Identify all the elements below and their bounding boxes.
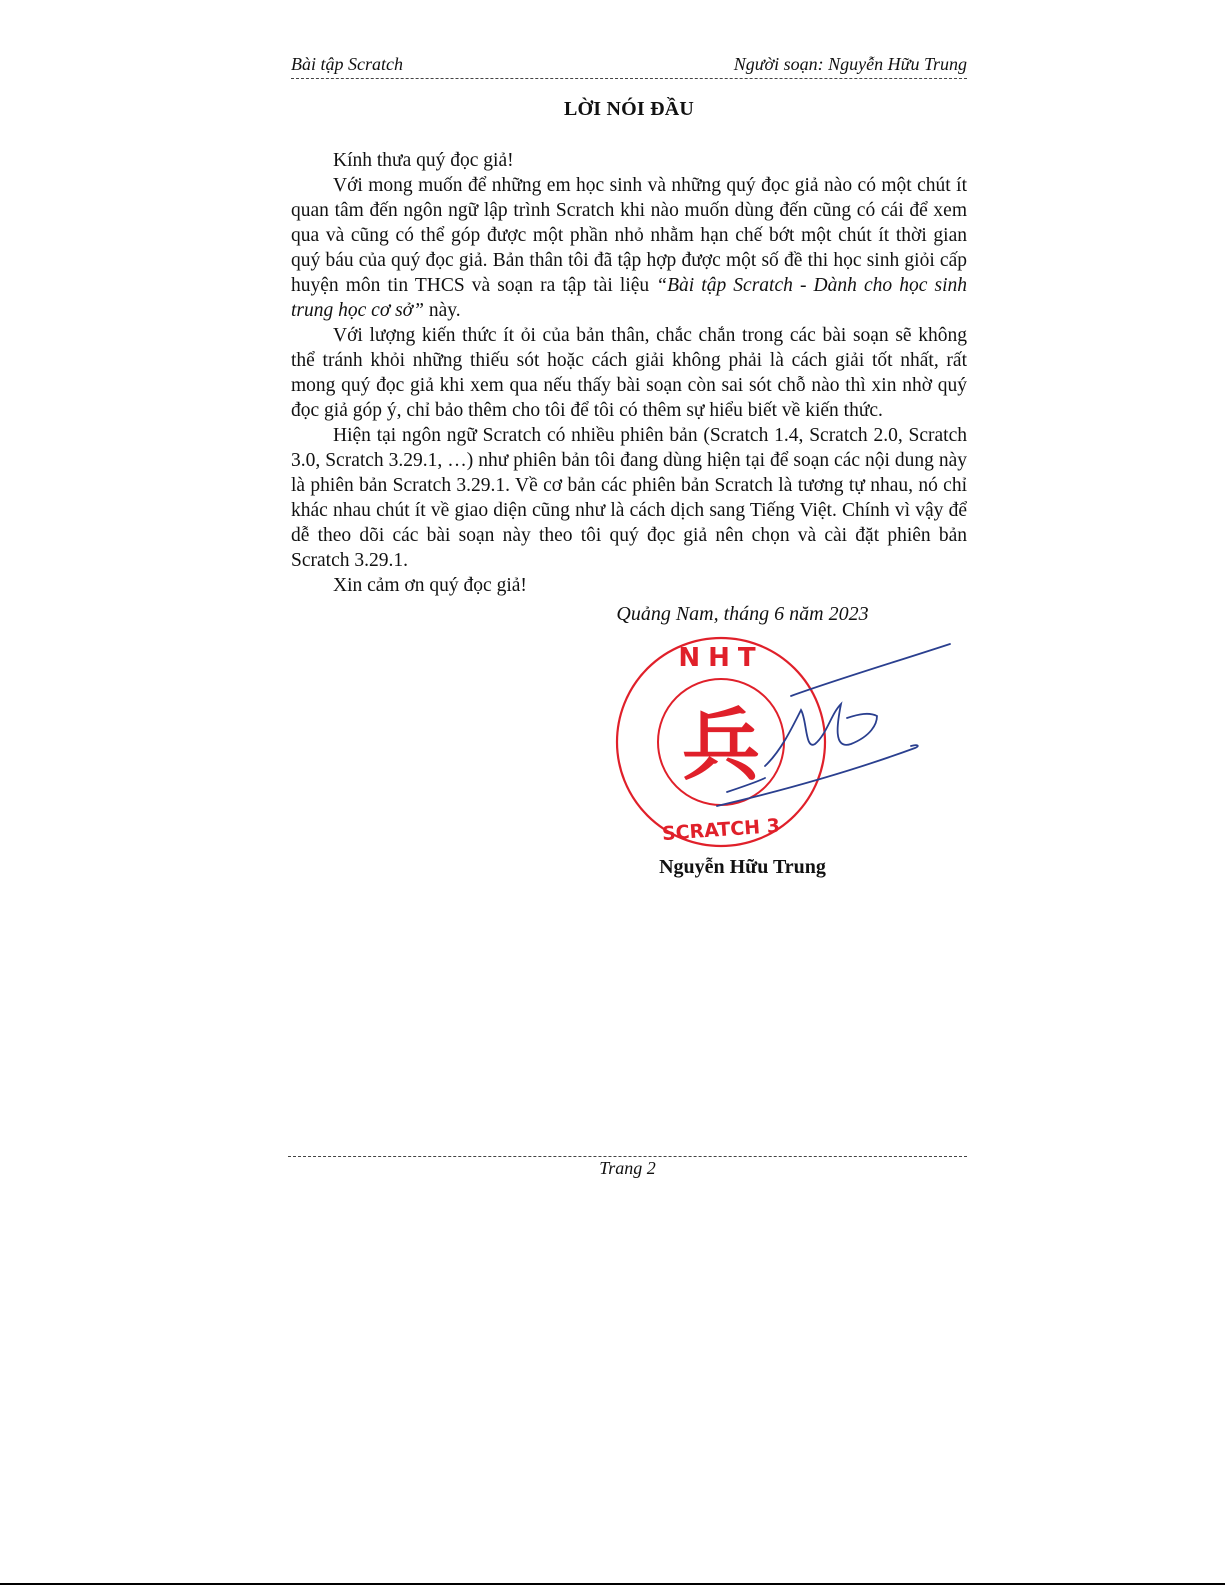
closing-paragraph: Xin cảm ơn quý đọc giả! bbox=[333, 575, 527, 596]
signer-name: Nguyễn Hữu Trung bbox=[659, 856, 826, 878]
paragraph-2: Với lượng kiến thức ít ỏi của bản thân, chắc chắn trong các bài soạn sẽ không thể tránh khỏi những thiếu sót hoặc cách giải không phải là cách giải tốt nhất, rất mong quý đọc giả khi xem qua nếu thấy bài soạn còn sai sót chỗ nào thì xin nhờ quý đọc giả góp ý, chỉ bảo thêm cho tôi để tôi có thêm sự hiểu biết về kiến thức. bbox=[291, 325, 967, 421]
seal-center-glyph: 兵 bbox=[681, 701, 761, 791]
paragraph-1 bbox=[291, 173, 967, 323]
book-title: “Bài tập Scratch - Dành cho học sinh trung học cơ sở” bbox=[291, 275, 967, 321]
paragraph-1-text: Với mong muốn để những em học sinh và những quý đọc giả nào có một chút ít quan tâm đến ngôn ngữ lập trình Scratch khi nào muốn dùng đến cũng có cái để xem qua và cũng có thể góp được một phần nhỏ nhằm hạn chế bớt một chút ít thời gian quý báu của quý đọc giả. Bản thân tôi đã tập hợp được một số đề thi học sinh giỏi cấp huyện môn tin THCS và soạn ra tập tài liệu bbox=[291, 175, 967, 296]
seal-bottom-text: SCRATCH 3 bbox=[661, 814, 781, 846]
place-date: Quảng Nam, tháng 6 năm 2023 bbox=[616, 603, 869, 625]
seal-stamp bbox=[615, 630, 975, 860]
preface-body bbox=[291, 148, 967, 598]
page-title: LỜI NÓI ĐẦU bbox=[564, 98, 694, 120]
seal-top-text: NHT bbox=[678, 643, 764, 673]
header-author: Người soạn: Nguyễn Hữu Trung bbox=[733, 54, 967, 74]
paragraph-3: Hiện tại ngôn ngữ Scratch có nhiều phiên bản (Scratch 1.4, Scratch 2.0, Scratch 3.0, Scratch 3.29.1, …) như phiên bản tôi đang dùng hiện tại để soạn các nội dung này là phiên bản Scratch 3.29.1. Về cơ bản các phiên bản Scratch là tương tự nhau, nó chỉ khác nhau chút ít về giao diện cũng như là cách dịch sang Tiếng Việt. Chính vì vậy để dễ theo dõi các bài soạn này theo tôi quý đọc giả nên chọn và cài đặt phiên bản Scratch 3.29.1. bbox=[291, 425, 967, 571]
paragraph-1-end: này. bbox=[423, 300, 461, 321]
page-header bbox=[291, 52, 967, 79]
header-doc-title: Bài tập Scratch bbox=[291, 54, 403, 74]
page-footer: Trang 2 bbox=[288, 1156, 967, 1179]
greeting-paragraph: Kính thưa quý đọc giả! bbox=[333, 150, 514, 171]
